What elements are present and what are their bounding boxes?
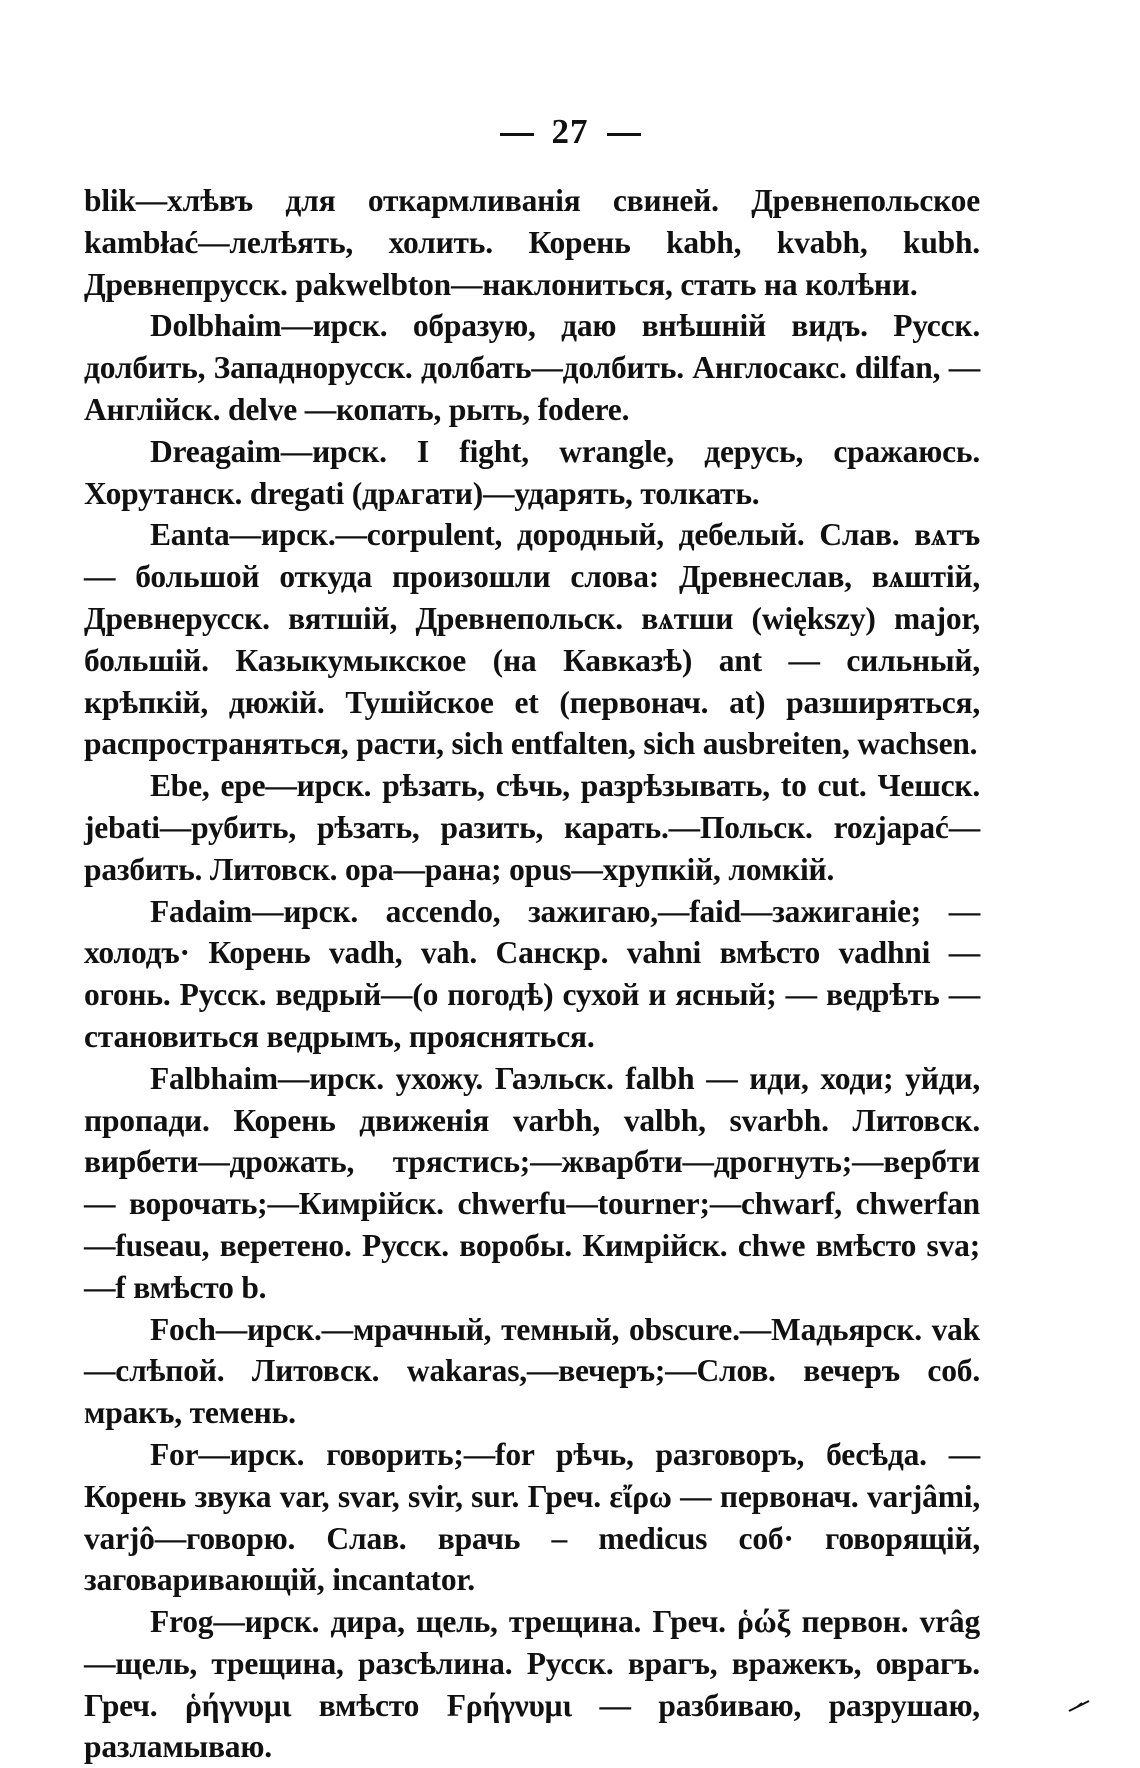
paragraph-ebe: Ebe, epe—ирск. рѣзать, сѣчь, разрѣзывать, to cut. Чешск. jebati—рубить, рѣзать, разить, карать.—Польск. rozjapać—разбить. Литовск. opa—рана; opus—хрупкій, ломкій. bbox=[84, 768, 980, 887]
paragraph-foch: Foch—ирск.—мрачный, темный, obscure.—Мадьярск. vak—слѣпой. Литовск. wakaras,—вечеръ;—Слов. вечеръ соб. мракъ, темень. bbox=[84, 1311, 980, 1431]
dash-left bbox=[500, 133, 534, 136]
page-number bbox=[0, 112, 1140, 152]
printer-mark-icon bbox=[1068, 1700, 1090, 1712]
paragraph-for: For—ирск. говорить;—for рѣчь, разговоръ, бесѣда. — Корень звука var, svar, svir, sur. Греч. εἴρω — первонач. varjâmi, varjô—говорю. Слав. врачь – medicus соб· говорящій, заговаривающій, incantator. bbox=[84, 1436, 980, 1598]
paragraph-blik: blik—хлѣвъ для откармливанія свиней. Древнепольское kambłać—лелѣять, холить. Корень kabh, kvabh, kubh. Древнепрусск. pakwelbton—наклониться, стать на колѣни. bbox=[84, 183, 980, 302]
paragraph-falbhaim: Falbhaim—ирск. ухожу. Гаэльск. falbh — иди, ходи; уйди, пропади. Корень движенія varbh, valbh, svarbh. Литовск. вирбети—дрожать, трястись;—жварбти—дрогнуть;—вербти — ворочать;—Кимрійск. chwerfu—tourner;—chwarf, chwerfan—fuseau, веретено. Русск. воробы. Кимрійск. chwe вмѣсто sva;—f вмѣсто b. bbox=[84, 1060, 980, 1305]
paragraph-dolbhaim: Dolbhaim—ирск. образую, даю внѣшній видъ. Русск. долбить, Западнорусск. долбать—долбить. Англосакс. dilfan, — Англійск. delve —копать, рыть, fodere. bbox=[84, 308, 980, 427]
page-number-value: 27 bbox=[551, 112, 589, 151]
paragraph-fadaim: Fadaim—ирск. accendo, зажигаю,—faid—зажиганіе; — холодъ· Корень vadh, vah. Санскр. vahni вмѣсто vadhni — огонь. Русск. ведрый—(о погодѣ) сухой и ясный; — ведрѣть — становиться ведрымъ, проясняться. bbox=[84, 893, 980, 1054]
dash-right bbox=[607, 133, 641, 136]
paragraph-eanta: Eanta—ирск.—corpulent, дородный, дебелый. Слав. вѧтъ — большой откуда произошли слова: Древнеслав, вѧштій, Древнерусск. вятшій, Древнепольск. вѧтши (większy) major, большій. Казыкумыкское (на Кавказѣ) ant — сильный, крѣпкій, дюжій. Тушійское et (первонач. at) разширяться, распространяться, расти, sich entfalten, sich ausbreiten, wachsen. bbox=[84, 517, 980, 762]
page-body-text bbox=[84, 180, 980, 1768]
paragraph-frog: Frog—ирск. дира, щель, трещина. Греч. ῥώξ первон. vrâg—щель, трещина, разсѣлина. Русск. врагъ, вражекъ, оврагъ. Греч. ῥήγνυμι вмѣсто Ϝρήγνυμι — разбиваю, разрушаю, разламываю. bbox=[84, 1604, 980, 1765]
paragraph-dreagaim: Dreagaim—ирск. I fight, wrangle, дерусь, сражаюсь. Хорутанск. dregati (дрѧгати)—ударять, толкать. bbox=[84, 433, 980, 511]
